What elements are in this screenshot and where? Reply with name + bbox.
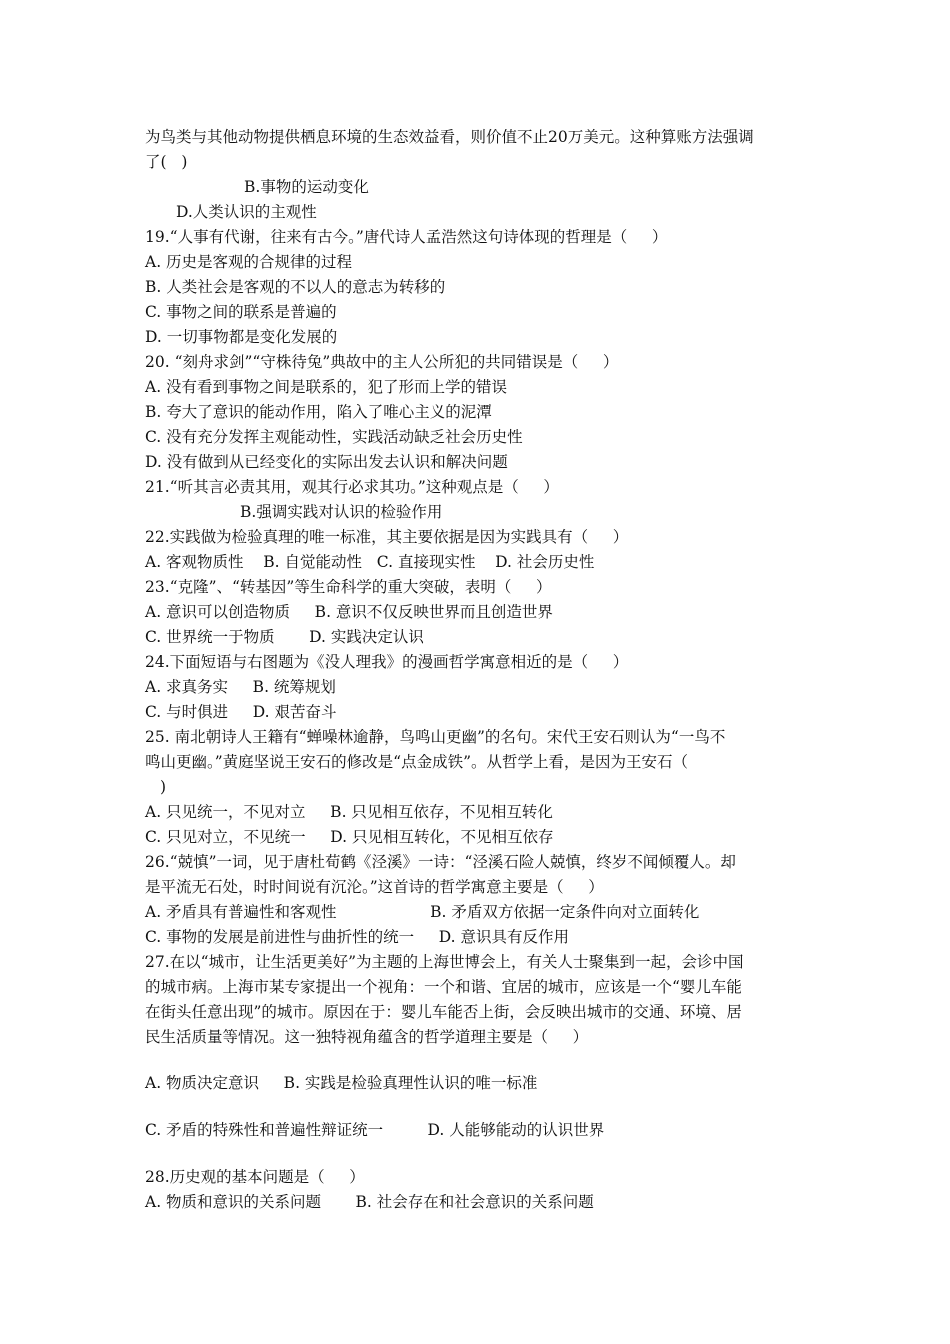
option-line: A. 客观物质性 B. 自觉能动性 C. 直接现实性 D. 社会历史性: [145, 553, 595, 571]
text-line: 在街头任意出现”的城市。原因在于：婴儿车能否上街，会反映出城市的交通、环境、居: [145, 1003, 742, 1021]
option-line: B. 人类社会是客观的不以人的意志为转移的: [145, 278, 446, 296]
option-line: A. 物质决定意识 B. 实践是检验真理性认识的唯一标准: [145, 1074, 538, 1092]
option-line: C. 与时俱进 D. 艰苦奋斗: [145, 703, 337, 721]
text-line: 为鸟类与其他动物提供栖息环境的生态效益看，则价值不止20万美元。这种算账方法强调: [145, 128, 754, 146]
text-line: 民生活质量等情况。这一独特视角蕴含的哲学道理主要是（ ）: [145, 1028, 589, 1046]
option-line: A. 求真务实 B. 统筹规划: [145, 678, 336, 696]
question-20: 20. “刻舟求剑”“守株待兔”典故中的主人公所犯的共同错误是（ ）: [145, 353, 619, 371]
option-line: A. 历史是客观的合规律的过程: [145, 253, 353, 271]
option-line: A. 只见统一，不见对立 B. 只见相互依存，不见相互转化: [145, 803, 553, 821]
option-line: A. 矛盾具有普遍性和客观性 B. 矛盾双方依据一定条件向对立面转化: [145, 903, 700, 921]
option-line: C. 矛盾的特殊性和普遍性辩证统一 D. 人能够能动的认识世界: [145, 1121, 605, 1139]
option-line: C. 事物之间的联系是普遍的: [145, 303, 337, 321]
question-22: 22.实践做为检验真理的唯一标准，其主要依据是因为实践具有（ ）: [145, 528, 629, 546]
question-26: 26.“兢慎”一词，见于唐杜荀鹤《泾溪》一诗：“泾溪石险人兢慎，终岁不闻倾覆人。却: [145, 853, 736, 871]
question-21: 21.“听其言必责其用，观其行必求其功。”这种观点是（ ）: [145, 478, 559, 496]
option-line: B.事物的运动变化: [244, 178, 369, 196]
question-23: 23.“克隆”、“转基因”等生命科学的重大突破，表明（ ）: [145, 578, 552, 596]
text-line: 了( ): [145, 153, 188, 171]
option-line: D. 一切事物都是变化发展的: [145, 328, 338, 346]
question-19: 19.“人事有代谢，往来有古今。”唐代诗人孟浩然这句诗体现的哲理是（ ）: [145, 228, 668, 246]
option-line: B. 夸大了意识的能动作用，陷入了唯心主义的泥潭: [145, 403, 492, 421]
text-line: 的城市病。上海市某专家提出一个视角：一个和谐、宜居的城市，应该是一个“婴儿车能: [145, 978, 742, 996]
question-25: 25. 南北朝诗人王籍有“蝉噪林逾静，鸟鸣山更幽”的名句。宋代王安石则认为“一鸟不: [145, 728, 726, 746]
option-line: C. 没有充分发挥主观能动性，实践活动缺乏社会历史性: [145, 428, 523, 446]
option-line: A. 物质和意识的关系问题 B. 社会存在和社会意识的关系问题: [145, 1193, 594, 1211]
option-line: B.强调实践对认识的检验作用: [240, 503, 443, 521]
question-24: 24.下面短语与右图题为《没人理我》的漫画哲学寓意相近的是（ ）: [145, 653, 629, 671]
question-28: 28.历史观的基本问题是（ ）: [145, 1168, 365, 1186]
option-line: C. 世界统一于物质 D. 实践决定认识: [145, 628, 424, 646]
option-line: A. 没有看到事物之间是联系的，犯了形而上学的错误: [145, 378, 508, 396]
option-line: C. 只见对立，不见统一 D. 只见相互转化，不见相互依存: [145, 828, 554, 846]
question-27: 27.在以“城市，让生活更美好”为主题的上海世博会上，有关人士聚集到一起，会诊中国: [145, 953, 744, 971]
text-line: ): [160, 778, 167, 796]
text-line: 鸣山更幽。”黄庭坚说王安石的修改是“点金成铁”。从哲学上看，是因为王安石（: [145, 753, 689, 771]
option-line: D.人类认识的主观性: [176, 203, 317, 221]
option-line: A. 意识可以创造物质 B. 意识不仅反映世界而且创造世界: [145, 603, 553, 621]
text-line: 是平流无石处，时时间说有沉沦。”这首诗的哲学寓意主要是（ ）: [145, 878, 604, 896]
option-line: C. 事物的发展是前进性与曲折性的统一 D. 意识具有反作用: [145, 928, 570, 946]
option-line: D. 没有做到从已经变化的实际出发去认识和解决问题: [145, 453, 508, 471]
